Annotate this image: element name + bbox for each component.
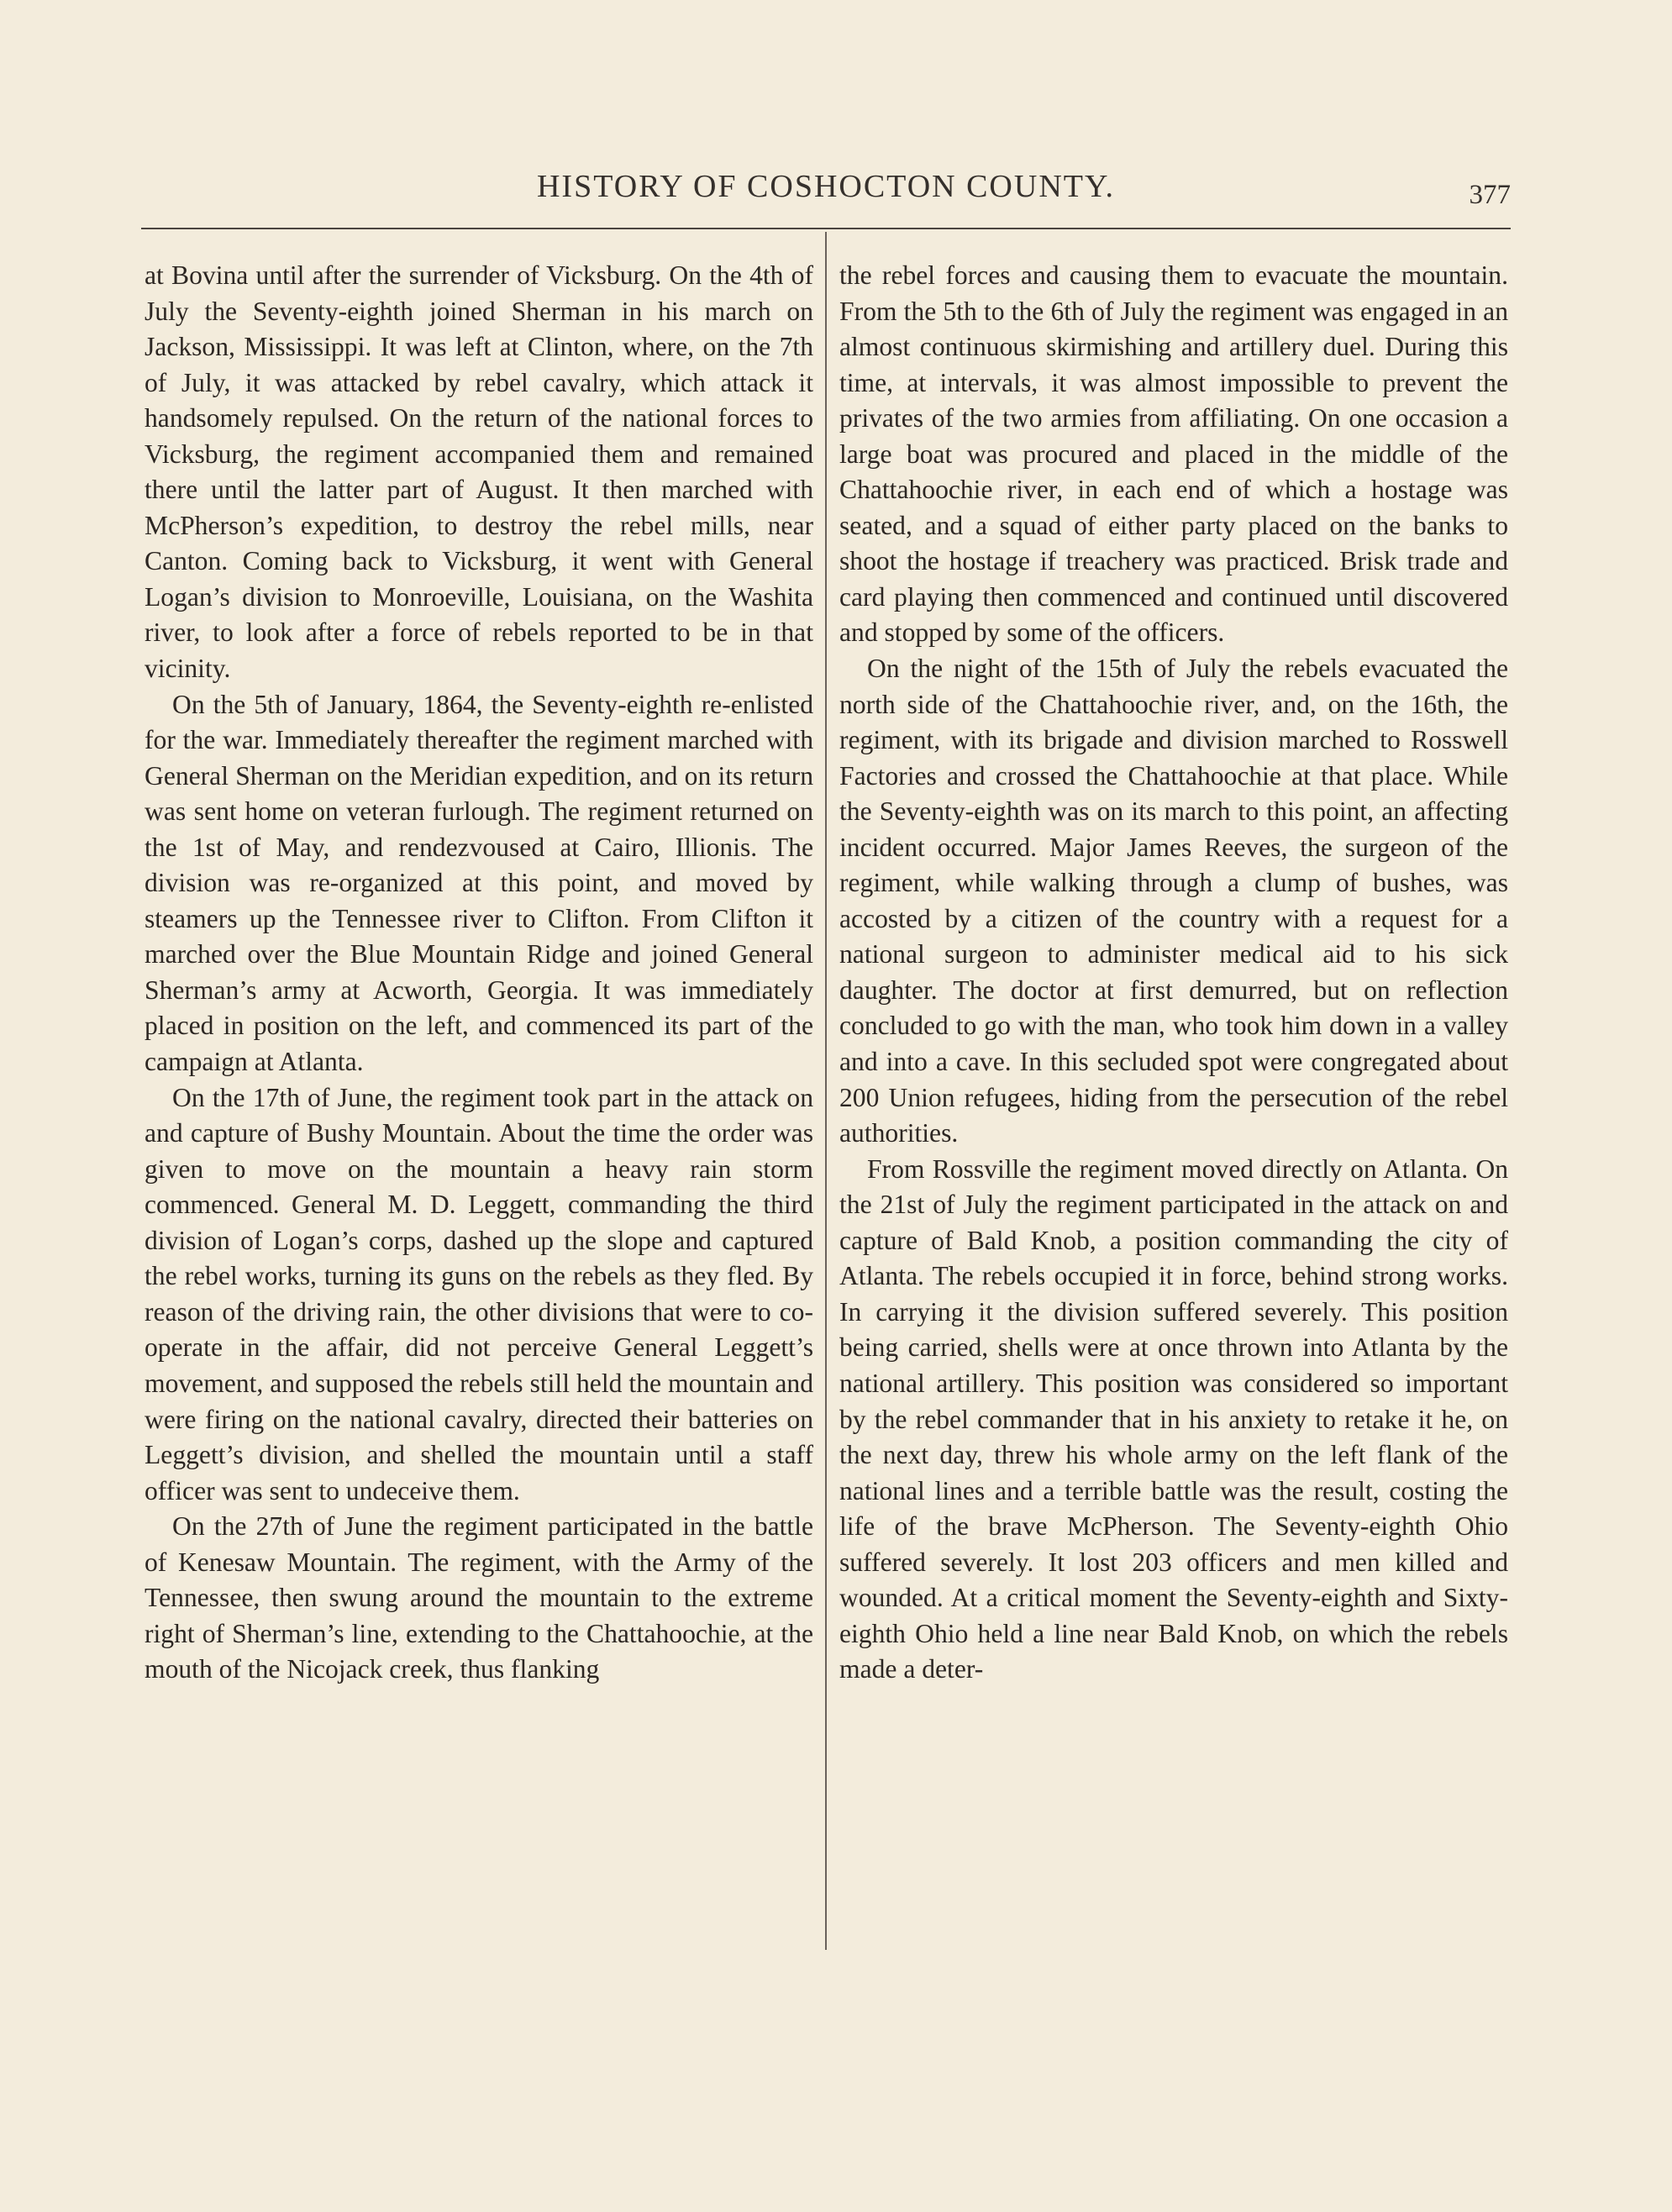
paragraph: On the 17th of June, the regiment took part in the attack on and capture of Bushy Mountain. About the time the order was given to move on the mountain a heavy rain storm commenced. General M. D. Leggett, commanding the third division of Logan’s corps, dashed up the slope and captured the rebel works, turning its guns on the rebels as they fled. By reason of the driving rain, the other divisions that were to co-operate in the affair, did not perceive General Leggett’s movement, and supposed the rebels still held the mountain and were firing on the national cavalry, directed their batteries on Leggett’s division, and shelled the mountain until a staff officer was sent to undeceive them. [145, 1082, 813, 1505]
paragraph: On the 5th of January, 1864, the Seventy-eighth re-enlisted for the war. Immediately thereafter the regiment marched with General Sherman on the Meridian expedition, and on its return was sent home on veteran furlough. The regiment returned on the 1st of May, and rendezvoused at Cairo, Illionis. The division was re-organized at this point, and moved by steamers up the Tennessee river to Clifton. From Clifton it marched over the Blue Mountain Ridge and joined General Sherman’s army at Acworth, Georgia. It was immediately placed in position on the left, and commenced its part of the campaign at Atlanta. [145, 689, 813, 1077]
left-column [145, 258, 813, 1963]
column-divider [825, 232, 827, 1950]
header-rule [141, 228, 1511, 229]
paragraph: On the night of the 15th of July the rebels evacuated the north side of the Chattahoochie river, and, on the 16th, the regiment, with its brigade and division marched to Rosswell Factories and crossed the Chattahoochie at that place. While the Seventy-eighth was on its march to this point, an affecting incident occurred. Major James Reeves, the surgeon of the regiment, while walking through a clump of bushes, was accosted by a citizen of the country with a request for a national surgeon to administer medical aid to his sick daughter. The doctor at first demurred, but on reflection concluded to go with the man, who took him down in a valley and into a cave. In this secluded spot were congregated about 200 Union refugees, hiding from the persecution of the rebel authorities. [839, 654, 1508, 1148]
right-column [839, 258, 1508, 1963]
paragraph: On the 27th of June the regiment participated in the battle of Kenesaw Mountain. The regiment, with the Army of the Tennessee, then swung around the mountain to the extreme right of Sherman’s line, extending to the Chattahoochie, at the mouth of the Nicojack creek, thus flanking [145, 1511, 813, 1684]
running-head [141, 165, 1511, 215]
page-number: 377 [1469, 180, 1511, 210]
paragraph: at Bovina until after the surrender of Vicksburg. On the 4th of July the Seventy-eighth joined Sherman in his march on Jackson, Mississippi. It was left at Clinton, where, on the 7th of July, it was attacked by rebel cavalry, which attack it handsomely repulsed. On the return of the national forces to Vicksburg, the regiment accompanied them and remained there until the latter part of August. It then marched with McPherson’s expedition, to destroy the rebel mills, near Canton. Coming back to Vicksburg, it went with General Logan’s division to Monroeville, Louisiana, on the Washita river, to look after a force of rebels reported to be in that vicinity. [145, 260, 813, 684]
paragraph: the rebel forces and causing them to evacuate the mountain. From the 5th to the 6th of July the regiment was engaged in an almost continuous skirmishing and artillery duel. During this time, at intervals, it was almost impossible to prevent the privates of the two armies from affiliating. On one occasion a large boat was procured and placed in the middle of the Chattahoochie river, in each end of which a hostage was seated, and a squad of either party placed on the banks to shoot the hostage if treachery was practiced. Brisk trade and card playing then commenced and continued until discovered and stopped by some of the officers. [839, 260, 1508, 648]
running-title: HISTORY OF COSHOCTON COUNTY. [536, 169, 1116, 204]
paragraph: From Rossville the regiment moved directly on Atlanta. On the 21st of July the regiment participated in the attack on and capture of Bald Knob, a position commanding the city of Atlanta. The rebels occupied it in force, behind strong works. In carrying it the division suffered severely. This position being carried, shells were at once thrown into Atlanta by the national artillery. This position was considered so important by the rebel commander that in his anxiety to retake it he, on the next day, threw his whole army on the left flank of the national lines and a terrible battle was the result, costing the life of the brave McPherson. The Seventy-eighth Ohio suffered severely. It lost 203 officers and men killed and wounded. At a critical moment the Seventy-eighth and Sixty-eighth Ohio held a line near Bald Knob, on which the rebels made a deter- [839, 1153, 1508, 1684]
